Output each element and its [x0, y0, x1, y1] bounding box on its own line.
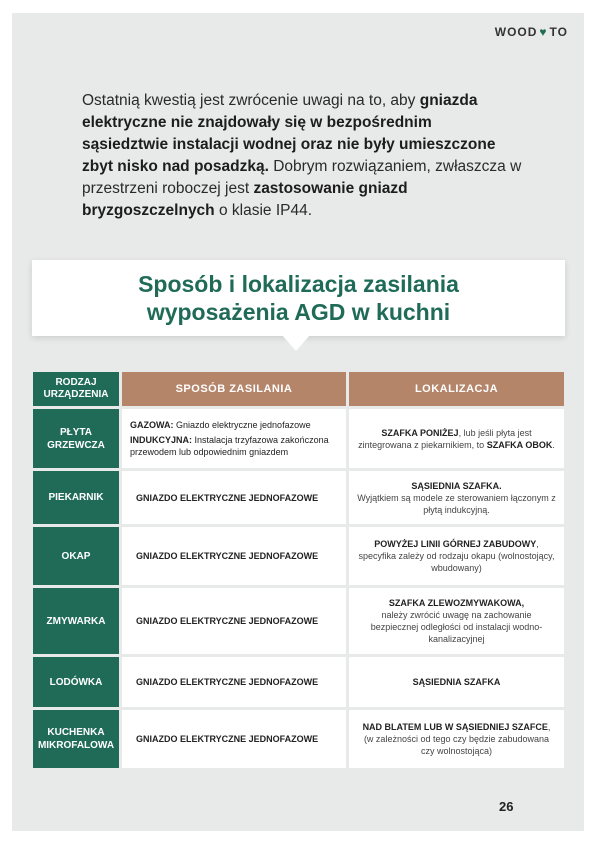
table-row — [33, 527, 564, 585]
power-cell: GNIAZDO ELEKTRYCZNE JEDNOFAZOWE — [122, 588, 346, 654]
section-title-line-2: wyposażenia AGD w kuchni — [146, 299, 451, 325]
location-text-1: , lub jeśli płyta jest zintegrowana z piekarnikiem, to — [358, 427, 532, 450]
location-bold-1: NAD BLATEM LUB W SĄSIEDNIEJ SZAFCE — [362, 722, 548, 732]
power-gas-text: Gniazdo elektryczne jednofazowe — [173, 420, 311, 430]
page — [12, 13, 584, 831]
location-cell — [349, 409, 564, 468]
location-text-2: . — [552, 439, 555, 450]
power-cell: GNIAZDO ELEKTRYCZNE JEDNOFAZOWE — [122, 657, 346, 707]
logo-text-right: TO — [549, 25, 568, 39]
title-pointer-arrow — [282, 335, 310, 351]
power-cell: GNIAZDO ELEKTRYCZNE JEDNOFAZOWE — [122, 471, 346, 524]
power-induction-text: Instalacja trzyfazowa zakończona przewodem lub odpowiednim gniazdem — [130, 435, 329, 457]
power-gas-label: GAZOWA: — [130, 420, 174, 430]
location-text-1: , specyfika zależy od rodzaju okapu (wolnostojący, wbudowany) — [358, 539, 555, 573]
section-title-box — [32, 260, 565, 336]
location-cell — [349, 471, 564, 524]
location-bold-1: POWYŻEJ LINII GÓRNEJ ZABUDOWY — [374, 539, 537, 549]
location-cell — [349, 710, 564, 768]
device-label: KUCHENKA MIKROFALOWA — [33, 710, 119, 768]
woodto-logo — [495, 25, 568, 39]
page-number: 26 — [499, 799, 514, 814]
device-label: OKAP — [33, 527, 119, 585]
intro-bold-1: gniazda elektryczne nie znajdowały się w bezpośrednim sąsiedztwie instalacji wodnej oraz nie były umieszczone zbyt nisko nad posadzką. — [82, 92, 496, 175]
power-cell: GNIAZDO ELEKTRYCZNE JEDNOFAZOWE — [122, 527, 346, 585]
logo-text-left: WOOD — [494, 25, 538, 39]
power-line-induction — [130, 434, 346, 458]
intro-text-3: o klasie IP44. — [214, 202, 313, 219]
intro-paragraph — [82, 90, 522, 222]
location-cell — [349, 588, 564, 654]
power-cell: GNIAZDO ELEKTRYCZNE JEDNOFAZOWE — [122, 710, 346, 768]
location-text-1: , (w zależności od tego czy będzie zabudowana czy wolnostojąca) — [363, 722, 551, 756]
table-row — [33, 409, 564, 468]
intro-text-2: Dobrym rozwiązaniem, zwłaszcza w przestrzeni roboczej jest — [82, 158, 522, 197]
device-label: LODÓWKA — [33, 657, 119, 707]
location-bold-1: SĄSIEDNIA SZAFKA. — [411, 480, 502, 491]
header-location: LOKALIZACJA — [349, 372, 564, 406]
location-text-1: Wyjątkiem są modele ze sterowaniem łączonym z płytą indukcyjną. — [357, 492, 556, 515]
power-line-gas — [130, 419, 346, 431]
device-label: ZMYWARKA — [33, 588, 119, 654]
intro-text-1: Ostatnią kwestią jest zwrócenie uwagi na to, aby — [82, 92, 420, 109]
header-power: SPOSÓB ZASILANIA — [122, 372, 346, 406]
location-bold-1: SZAFKA PONIŻEJ — [381, 427, 459, 438]
location-bold-1: SZAFKA ZLEWOZMYWAKOWA, — [388, 598, 525, 608]
table-header-row — [33, 372, 564, 406]
header-device-type: RODZAJ URZĄDZENIA — [33, 372, 119, 406]
appliance-power-table — [30, 369, 567, 771]
location-cell — [349, 527, 564, 585]
power-induction-label: INDUKCYJNA: — [130, 435, 193, 445]
power-cell — [122, 409, 346, 468]
location-cell — [349, 657, 564, 707]
location-bold-1: SĄSIEDNIA SZAFKA — [412, 677, 501, 687]
device-label: PŁYTA GRZEWCZA — [33, 409, 119, 468]
location-bold-2: SZAFKA OBOK — [486, 439, 553, 450]
device-label: PIEKARNIK — [33, 471, 119, 524]
table-row — [33, 471, 564, 524]
section-title-line-1: Sposób i lokalizacja zasilania — [138, 271, 459, 297]
table-row — [33, 588, 564, 654]
table-row — [33, 710, 564, 768]
table-row — [33, 657, 564, 707]
location-text-1: należy zwrócić uwagę na zachowanie bezpiecznej odległości od instalacji wodno-kanalizacyjnej — [370, 610, 543, 644]
intro-bold-2: zastosowanie gniazd bryzgoszczelnych — [82, 180, 408, 219]
heart-icon: ♥ — [539, 25, 548, 39]
